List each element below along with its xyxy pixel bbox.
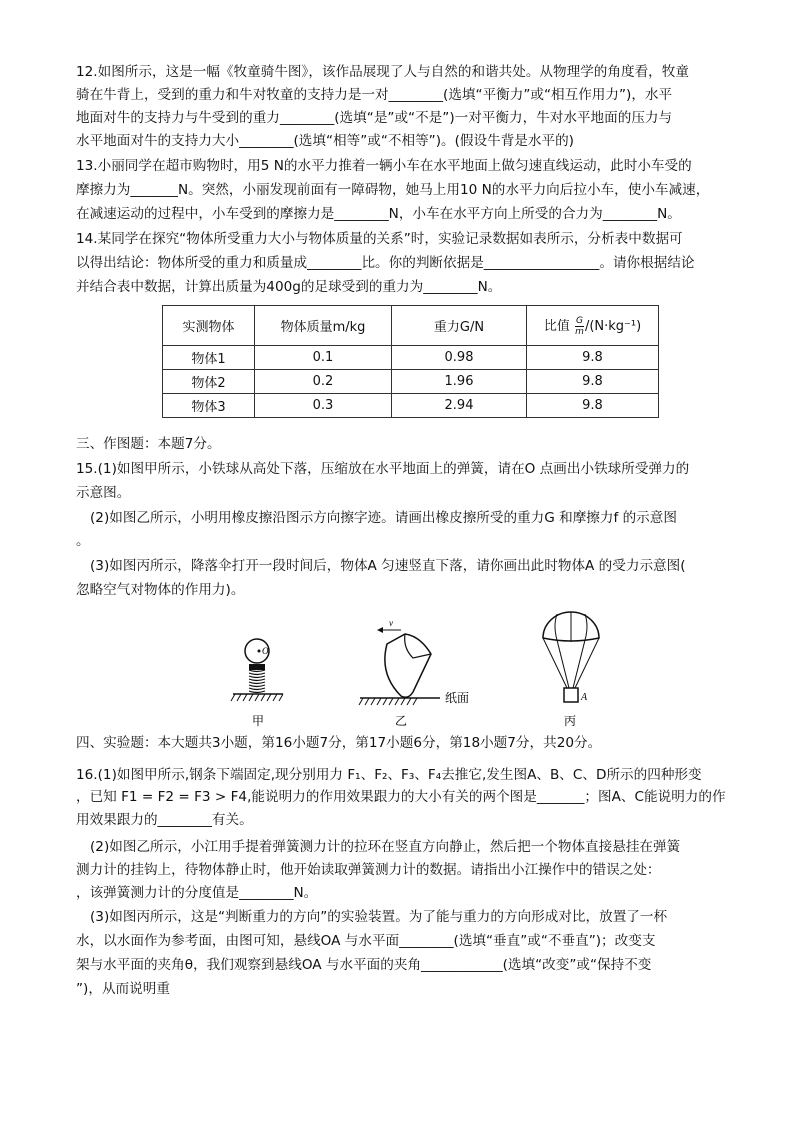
ratio-denominator: m: [575, 326, 584, 337]
q14-line1: 14.某同学在探究“物体所受重力大小与物体质量的关系”时，实验记录数据如表所示，分析表中数据可: [76, 231, 683, 247]
q15-line1: 15.(1)如图甲所示，小铁球从高处下落，压缩放在水平地面上的弹簧，请在O 点画出小铁球所受弹力的: [76, 461, 690, 477]
q15-line5: (3)如图丙所示，降落伞打开一段时间后，物体A 匀速竖直下落，请你画出此时物体A 的受力示意图(: [90, 558, 686, 574]
q13-line3: 在减速运动的过程中，小车受到的摩擦力是________N，小车在水平方向上所受的合力为________N。: [76, 206, 681, 222]
table-cell-weight: 1.96: [392, 370, 527, 394]
table-cell-mass: 0.2: [255, 370, 392, 394]
table-cell-mass: 0.1: [255, 346, 392, 370]
table-cell-name: 物体3: [163, 394, 255, 418]
label-v: v: [389, 618, 393, 628]
table-header-mass: 物体质量m/kg: [255, 306, 392, 346]
q16-line1: 16.(1)如图甲所示,钢条下端固定,现分别用力 F₁、F₂、F₃、F₄去推它,发生图A、B、C、D所示的四种形变: [76, 767, 702, 783]
q15-line2: 示意图。: [76, 485, 131, 501]
eraser-figure: [359, 627, 440, 705]
table-header-ratio: [527, 306, 659, 346]
table-header-row: [163, 306, 659, 346]
q14-line2: 以得出结论：物体所受的重力和质量成________比。你的判断依据是_________________。请你根据结论: [76, 255, 695, 271]
q16-line4: (2)如图乙所示，小江用手提着弹簧测力计的拉环在竖直方向静止，然后把一个物体直接悬挂在弹簧: [90, 839, 681, 855]
table-cell-name: 物体1: [163, 346, 255, 370]
q12-line2: 骑在牛背上，受到的重力和牛对牧童的支持力是一对________(选填“平衡力”或“相互作用力”)，水平: [76, 87, 673, 103]
table-cell-weight: 2.94: [392, 394, 527, 418]
section-4-heading: 四、实验题：本大题共3小题，第16小题7分，第17小题6分，第18小题7分，共20分。: [76, 735, 602, 751]
q16-line7: (3)如图丙所示，这是“判断重力的方向”的实验装置。为了能与重力的方向形成对比，放置了一杯: [90, 909, 668, 925]
figure-diagrams: [225, 606, 605, 731]
q16-line8: 水，以水面作为参考面，由图可知，悬线OA 与水平面________(选填“垂直”或“不垂直”)；改变支: [76, 933, 656, 949]
table-cell-name: 物体2: [163, 370, 255, 394]
table-header-weight: 重力G/N: [392, 306, 527, 346]
caption-yi: 乙: [395, 714, 408, 728]
ratio-numerator: G: [575, 315, 583, 326]
section-3-heading: 三、作图题：本题7分。: [76, 436, 221, 452]
q15-line6: 忽略空气对物体的作用力)。: [76, 582, 245, 598]
ratio-fraction: [575, 316, 584, 337]
table-cell-weight: 0.98: [392, 346, 527, 370]
q15-line3: (2)如图乙所示，小明用橡皮擦沿图示方向擦字迹。请画出橡皮擦所受的重力G 和摩擦力f 的示意图: [90, 510, 677, 526]
table-cell-ratio: 9.8: [527, 370, 659, 394]
table-cell-ratio: 9.8: [527, 394, 659, 418]
spring-figure: [231, 639, 283, 701]
table-row: [163, 370, 659, 394]
label-a: A: [581, 692, 588, 703]
q16-line5: 测力计的挂钩上，待物体静止时，他开始读取弹簧测力计的数据。请指出小江操作中的错误之处：: [76, 862, 661, 878]
table-row: [163, 346, 659, 370]
q13-line2: 摩擦力为_______N。突然，小丽发现前面有一障碍物，她马上用10 N的水平力向后拉小车，使小车减速，: [76, 182, 710, 198]
q13-line1: 13.小丽同学在超市购物时，用5 N的水平力推着一辆小车在水平地面上做匀速直线运动，此时小车受的: [76, 158, 692, 174]
ratio-label: 比值: [543, 318, 570, 334]
caption-bing: 丙: [564, 714, 577, 728]
q16-line2: ，已知 F1 = F2 = F3 > F4,能说明力的作用效果跟力的大小有关的两个图是_______；图A、C能说明力的作: [76, 789, 726, 805]
q12-line3: 地面对牛的支持力与牛受到的重力________(选填“是”或“不是”)一对平衡力，牛对水平地面的压力与: [76, 110, 673, 126]
parachute-figure: [543, 612, 599, 702]
q14-line3: 并结合表中数据，计算出质量为400g的足球受到的重力为________N。: [76, 279, 502, 295]
table-header-object: 实测物体: [163, 306, 255, 346]
q15-line4: 。: [76, 533, 90, 549]
table-cell-mass: 0.3: [255, 394, 392, 418]
caption-jia: 甲: [252, 714, 265, 728]
data-table: [162, 305, 659, 418]
ratio-unit: /(N·kg⁻¹): [584, 318, 642, 334]
table-row: [163, 394, 659, 418]
label-o: O: [262, 646, 269, 656]
label-paper: 纸面: [445, 691, 470, 705]
q12-line4: 水平地面对牛的支持力大小________(选填“相等”或“不相等”)。(假设牛背是水平的): [76, 133, 574, 149]
q16-line3: 用效果跟力的________有关。: [76, 812, 253, 828]
table-cell-ratio: 9.8: [527, 346, 659, 370]
q16-line6: ，该弹簧测力计的分度值是________N。: [76, 885, 318, 901]
q12-line1: 12.如图所示，这是一幅《牧童骑牛图》，该作品展现了人与自然的和谐共处。从物理学的角度看，牧童: [76, 64, 689, 80]
q16-line9: 架与水平面的夹角θ，我们观察到悬线OA 与水平面的夹角____________(选填“改变”或“保持不变: [76, 957, 652, 973]
q16-line10: ”)，从而说明重: [76, 981, 170, 997]
